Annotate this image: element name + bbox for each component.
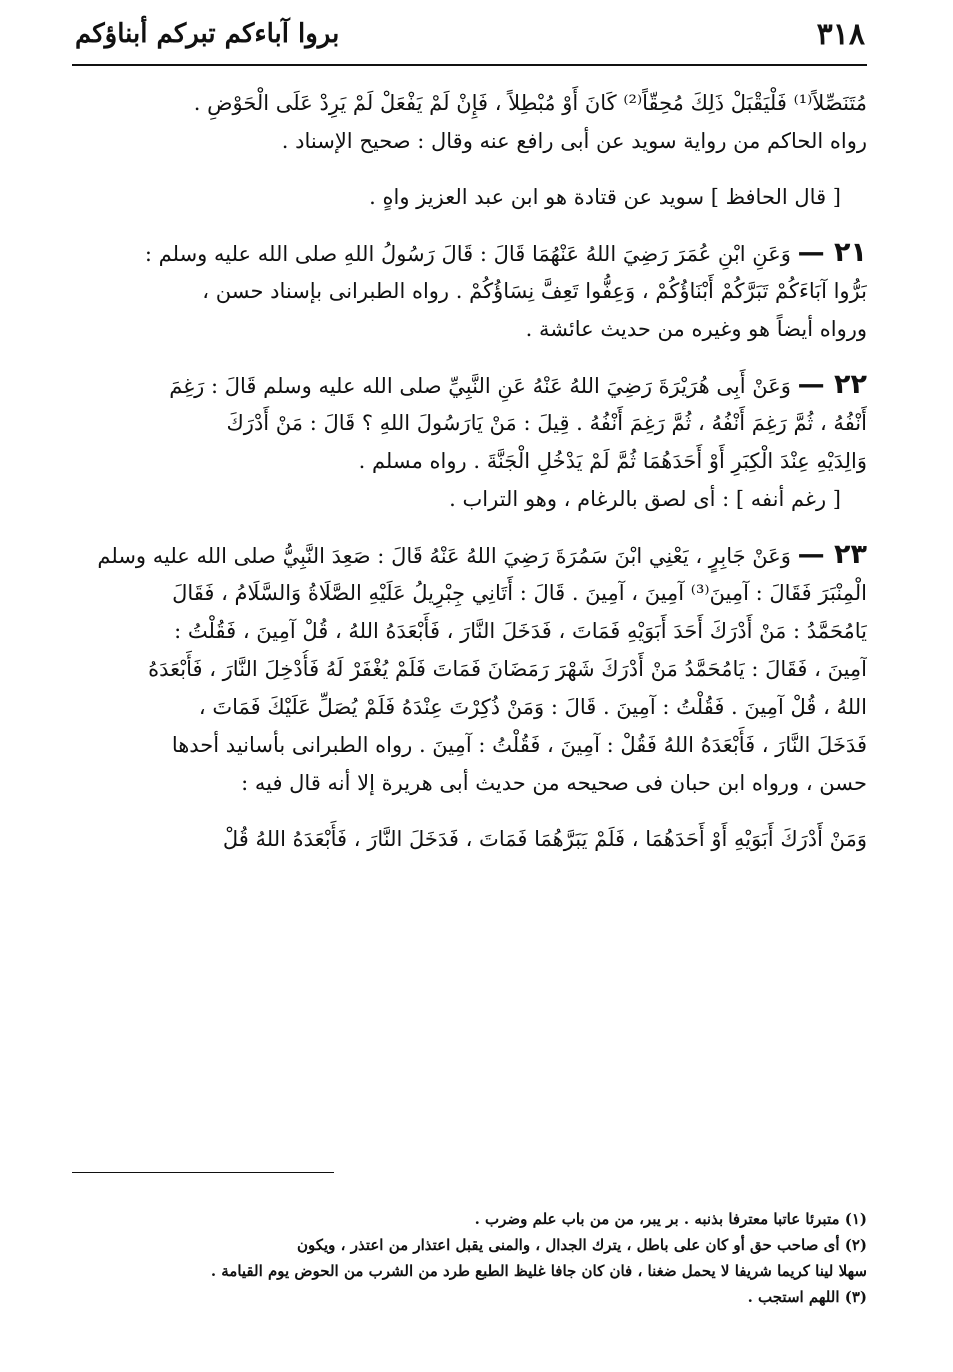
hadith-number: ٢٢ — [797,369,867,400]
text-line: آمِينَ ، فَقَالَ : يَامُحَمَّدُ مَنْ أَدْرَكَ شَهْرَ رَمَضَانَ فَمَاتَ فَلَمْ يُغْفَرْ لَهُ فَأُدْخِلَ النَّارَ ، فَأَبْعَدَهُ [148,657,867,681]
text-line: ورواه أيضاً هو وغيره من حديث عائشة . [525,317,867,341]
footnote: سهلا لينا كريما شريفا لا يحمل ضغنا ، فان كان جافا غليظ الطبع طرد من الشرب من الحوض يوم القيامة . [210,1262,867,1280]
text-line: يَامُحَمَّدُ : مَنْ أَدْرَكَ أَحَدَ أَبَوَيْهِ فَمَاتَ ، فَدَخَلَ النَّارَ ، فَأَبْعَدَهُ اللهُ ، قُلْ آمِينَ ، فَقُلْتُ : [174,619,867,643]
footnotes [66,1206,867,1310]
footnote: (٢) أى صاحب حق أو كان على باطل ، يترك الجدال ، والمنى يقبل اعتذار من اعتذر ، ويكون [296,1236,867,1254]
text-line: وَعَنِ ابْنِ عُمَرَ رَضِيَ اللهُ عَنْهُمَا قَالَ : قَالَ رَسُولُ اللهِ صلى الله عليه وسلم : [144,242,791,266]
hadith-number: ٢٣ — [797,539,867,570]
text-line: بَرُّوا آبَاءَكُمْ تَبَرَّكُمْ أَبْنَاؤُكُمْ ، وَعِفُّوا تَعِفَّ نِسَاؤُكُمْ . رواه الطبرانى بإسناد حسن ، [202,279,867,303]
footnote: (٣) اللهم استجب . [747,1288,867,1306]
text-line: رواه الحاكم من رواية سويد عن أبى رافع عنه وقال : صحيح الإسناد . [281,129,867,153]
text-line: وَعَنْ جَابِرٍ ، يَعْنِي ابْنَ سَمُرَةَ رَضِيَ اللهُ عَنْهُ قَالَ : صَعِدَ النَّبِيُّ صلى الله عليه وسلم [97,544,791,568]
hadith-21-line [68,234,867,272]
hadith-number: ٢١ — [797,237,867,268]
text-line: وَعَنْ أَبِى هُرَيْرَةَ رَضِيَ اللهُ عَنْهُ عَنِ النَّبِيِّ صلى الله عليه وسلم قَالَ : رَغِمَ [169,374,791,398]
text-line: حسن ، ورواه ابن حبان فى صحيحه من حديث أبى هريرة إلا أنه قال فيه : [241,771,867,795]
text-line: [ قال الحافظ ] سويد عن قتادة هو ابن عبد العزيز واهٍ . [369,185,841,209]
page-number: ٣١٨ [816,16,865,52]
text-line: وَمَنْ أَدْرَكَ أَبَوَيْهِ أَوْ أَحَدَهُمَا ، فَلَمْ يَبَرَّهُمَا فَمَاتَ ، فَدَخَلَ النَّارَ ، فَأَبْعَدَهُ اللهُ قُلْ [222,827,867,851]
footnote: (١) متبرئا عاتبا معترفا بذنبه . بر يبر، من من باب علم وضرب . [474,1210,867,1228]
header-divider [72,64,867,66]
text-line: [ رغم أنفه ] : أى لصق بالرغام ، وهو التراب . [449,487,841,511]
text-line: اللهُ ، قُلْ آمِينَ . فَقُلْتُ : آمِينَ . قَالَ : وَمَنْ ذُكِرْتَ عِنْدَهُ فَلَمْ يُصَلِّ عَلَيْكَ فَمَاتَ ، [198,695,867,719]
text-line: وَالِدَيْهِ عِنْدَ الْكِبَرِ أَوْ أَحَدَهُمَا ثُمَّ لَمْ يَدْخُلِ الْجَنَّةَ . رواه مسلم . [358,449,867,473]
hadith-23-line [68,536,867,574]
hadith-22-line [68,366,867,404]
text-line: أَنْفُهُ ، ثُمَّ رَغِمَ أَنْفُهُ ، ثُمَّ رَغِمَ أَنْفُهُ . قِيلَ : مَنْ يَارَسُولَ اللهِ ؟ قَالَ : مَنْ أَدْرَكَ [226,411,867,435]
main-text [68,84,867,858]
text-line: مُتَنَصِّلاً⁽¹⁾ فَلْيَقْبَلْ ذَلِكَ مُحِقّاً⁽²⁾ كَانَ أَوْ مُبْطِلاً ، فَإِنْ لَمْ يَفْعَلْ لَمْ يَرِدْ عَلَى الْحَوْضِ . [193,91,867,115]
text-line: فَدَخَلَ النَّارَ ، فَأَبْعَدَهُ اللهُ فَقُلْ : آمِينَ ، فَقُلْتُ : آمِينَ . رواه الطبرانى بأسانيد أحدها [171,733,867,757]
text-line: الْمِنْبَرَ فَقَالَ : آمِينَ⁽³⁾ آمِينَ ، آمِينَ . قَالَ : أَتَانِي جِبْرِيلُ عَلَيْهِ الصَّلَاةُ وَالسَّلَامُ ، فَقَالَ [172,581,867,605]
running-title: بروا آباءكم تبركم أبناؤكم [75,19,340,49]
page-header [75,10,865,58]
footnote-divider [72,1172,334,1173]
